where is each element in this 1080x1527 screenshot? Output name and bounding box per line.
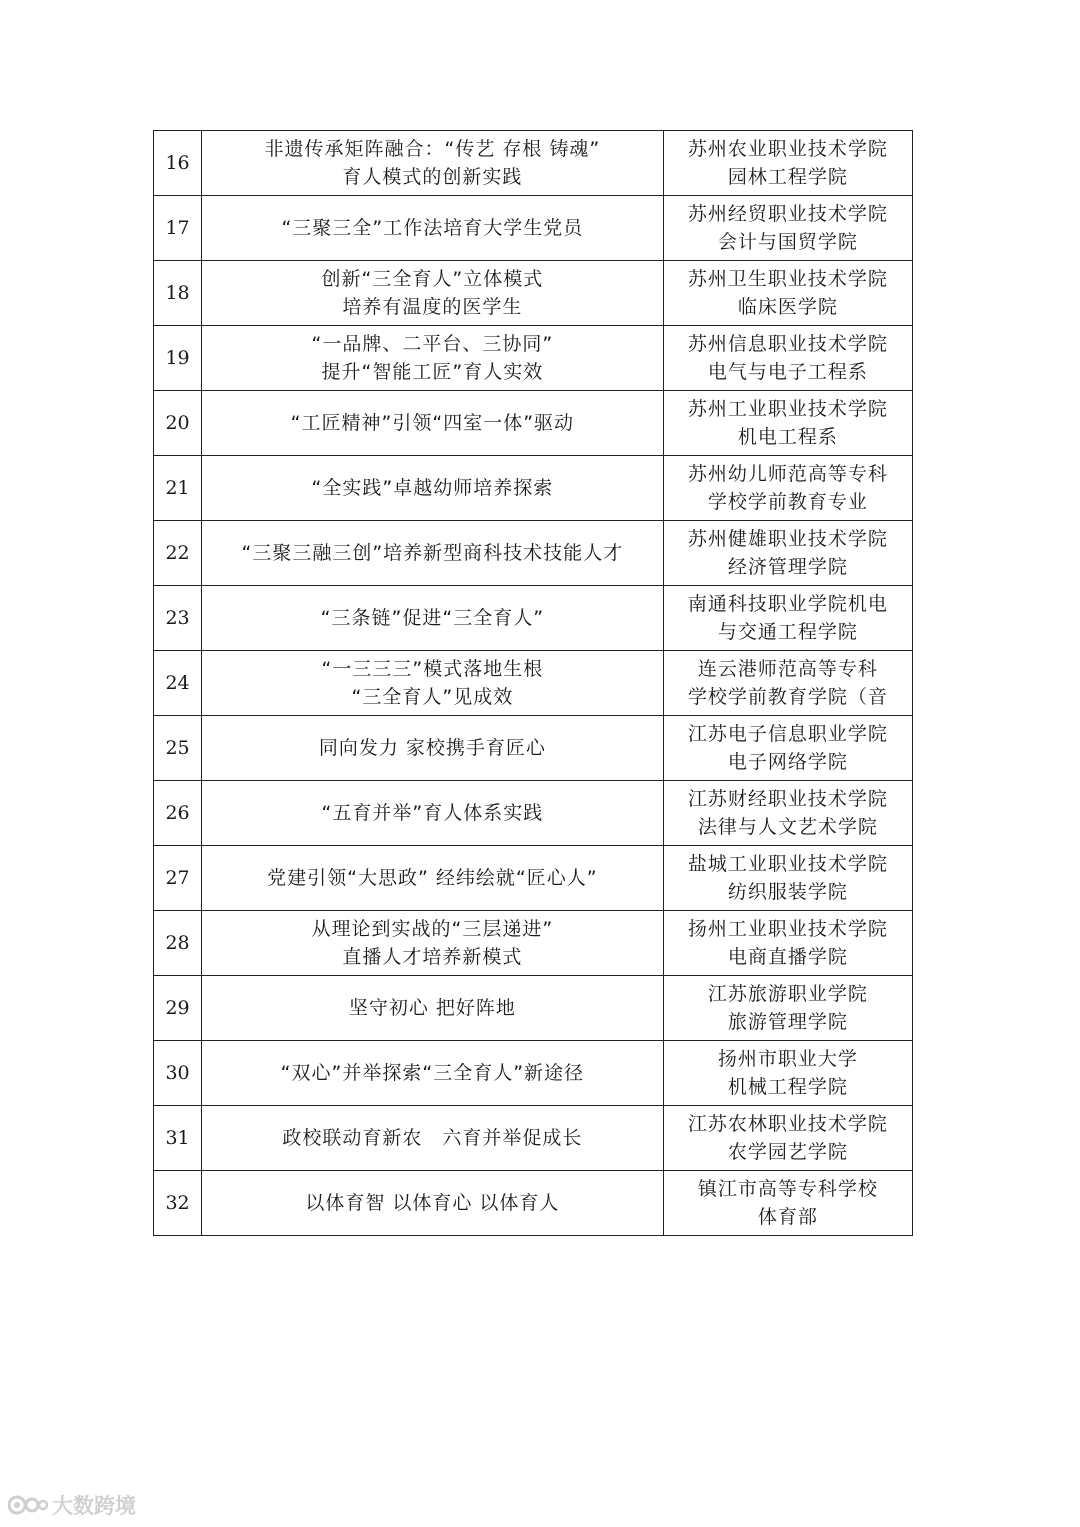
project-title-cell bbox=[202, 976, 664, 1041]
project-title-line: 政校联动育新农 六育并举促成长 bbox=[282, 1127, 583, 1149]
table-row bbox=[154, 131, 913, 196]
row-number: 16 bbox=[154, 131, 202, 196]
institution-line: 体育部 bbox=[757, 1206, 818, 1228]
project-title-line: 党建引领“大思政” 经纬绘就“匠心人” bbox=[267, 867, 598, 889]
institution-cell bbox=[663, 391, 912, 456]
row-number: 24 bbox=[154, 651, 202, 716]
institution-line: 苏州农业职业技术学院 bbox=[687, 138, 888, 160]
project-title-line: 直播人才培养新模式 bbox=[342, 946, 523, 968]
institution-line: 扬州工业职业技术学院 bbox=[687, 918, 888, 940]
project-title-line: 从理论到实战的“三层递进” bbox=[311, 918, 554, 940]
project-title-line: 创新“三全育人”立体模式 bbox=[321, 268, 544, 290]
table-row bbox=[154, 261, 913, 326]
project-title-line: 同向发力 家校携手育匠心 bbox=[318, 737, 546, 759]
row-number: 25 bbox=[154, 716, 202, 781]
institution-cell bbox=[663, 1171, 912, 1236]
institution-line: 机械工程学院 bbox=[727, 1076, 848, 1098]
project-title-cell bbox=[202, 911, 664, 976]
institution-line: 江苏财经职业技术学院 bbox=[687, 788, 888, 810]
institution-line: 苏州健雄职业技术学院 bbox=[687, 528, 888, 550]
institution-line: 机电工程系 bbox=[737, 426, 838, 448]
row-number: 18 bbox=[154, 261, 202, 326]
project-title-line: “一品牌、二平台、三协同” bbox=[311, 333, 554, 355]
institution-line: 南通科技职业学院机电 bbox=[687, 593, 888, 615]
project-title-cell bbox=[202, 586, 664, 651]
project-title-cell bbox=[202, 261, 664, 326]
institution-line: 农学园艺学院 bbox=[727, 1141, 848, 1163]
institution-line: 会计与国贸学院 bbox=[717, 231, 858, 253]
project-title-cell bbox=[202, 456, 664, 521]
row-number: 20 bbox=[154, 391, 202, 456]
project-title-line: 坚守初心 把好阵地 bbox=[348, 997, 516, 1019]
institution-line: 电子网络学院 bbox=[727, 751, 848, 773]
institution-line: 镇江市高等专科学校 bbox=[697, 1178, 878, 1200]
project-title-cell bbox=[202, 196, 664, 261]
project-title-cell bbox=[202, 716, 664, 781]
institution-cell bbox=[663, 521, 912, 586]
award-table bbox=[153, 130, 913, 1236]
project-title-cell bbox=[202, 521, 664, 586]
institution-cell bbox=[663, 1106, 912, 1171]
project-title-line: “三聚三融三创”培养新型商科技术技能人才 bbox=[241, 542, 624, 564]
project-title-line: “三聚三全”工作法培育大学生党员 bbox=[281, 217, 584, 239]
project-title-line: “全实践”卓越幼师培养探索 bbox=[311, 477, 554, 499]
project-title-line: 提升“智能工匠”育人实效 bbox=[321, 361, 544, 383]
row-number: 22 bbox=[154, 521, 202, 586]
project-title-line: 非遗传承矩阵融合：“传艺 存根 铸魂” bbox=[264, 138, 601, 160]
table-row bbox=[154, 911, 913, 976]
row-number: 17 bbox=[154, 196, 202, 261]
institution-cell bbox=[663, 651, 912, 716]
project-title-line: “工匠精神”引领“四室一体”驱动 bbox=[290, 412, 575, 434]
table-row bbox=[154, 846, 913, 911]
project-title-line: 以体育智 以体育心 以体育人 bbox=[305, 1192, 560, 1214]
institution-cell bbox=[663, 196, 912, 261]
row-number: 31 bbox=[154, 1106, 202, 1171]
row-number: 29 bbox=[154, 976, 202, 1041]
institution-cell bbox=[663, 261, 912, 326]
institution-line: 电商直播学院 bbox=[727, 946, 848, 968]
institution-cell bbox=[663, 131, 912, 196]
brand-logo-icon bbox=[8, 1492, 48, 1518]
institution-line: 苏州经贸职业技术学院 bbox=[687, 203, 888, 225]
institution-line: 临床医学院 bbox=[737, 296, 838, 318]
table-row bbox=[154, 196, 913, 261]
project-title-line: “五育并举”育人体系实践 bbox=[321, 802, 544, 824]
institution-cell bbox=[663, 456, 912, 521]
table-row bbox=[154, 976, 913, 1041]
institution-line: 苏州信息职业技术学院 bbox=[687, 333, 888, 355]
row-number: 30 bbox=[154, 1041, 202, 1106]
project-title-line: “三全育人”见成效 bbox=[351, 686, 514, 708]
project-title-cell bbox=[202, 1106, 664, 1171]
table-row bbox=[154, 586, 913, 651]
institution-line: 学校学前教育专业 bbox=[707, 491, 868, 513]
institution-line: 苏州卫生职业技术学院 bbox=[687, 268, 888, 290]
table-row bbox=[154, 1171, 913, 1236]
project-title-cell bbox=[202, 846, 664, 911]
row-number: 32 bbox=[154, 1171, 202, 1236]
institution-line: 经济管理学院 bbox=[727, 556, 848, 578]
institution-line: 电气与电子工程系 bbox=[707, 361, 868, 383]
table-body bbox=[154, 131, 913, 1236]
project-title-cell bbox=[202, 1171, 664, 1236]
institution-line: 苏州幼儿师范高等专科 bbox=[687, 463, 888, 485]
project-title-line: 育人模式的创新实践 bbox=[342, 166, 523, 188]
watermark bbox=[8, 1490, 136, 1520]
table-row bbox=[154, 1041, 913, 1106]
institution-line: 江苏旅游职业学院 bbox=[707, 983, 868, 1005]
institution-line: 江苏电子信息职业学院 bbox=[687, 723, 888, 745]
table-row bbox=[154, 326, 913, 391]
table-row bbox=[154, 521, 913, 586]
institution-line: 学校学前教育学院（音 bbox=[687, 686, 888, 708]
table-row bbox=[154, 781, 913, 846]
institution-line: 法律与人文艺术学院 bbox=[697, 816, 878, 838]
project-title-line: “双心”并举探索“三全育人”新途径 bbox=[280, 1062, 585, 1084]
project-title-cell bbox=[202, 1041, 664, 1106]
institution-cell bbox=[663, 911, 912, 976]
project-title-cell bbox=[202, 131, 664, 196]
institution-line bbox=[664, 711, 912, 713]
table-row bbox=[154, 391, 913, 456]
row-number: 23 bbox=[154, 586, 202, 651]
project-title-line: “一三三三”模式落地生根 bbox=[321, 658, 544, 680]
institution-line: 扬州市职业大学 bbox=[717, 1048, 858, 1070]
institution-cell bbox=[663, 586, 912, 651]
institution-line: 园林工程学院 bbox=[727, 166, 848, 188]
table-row bbox=[154, 651, 913, 716]
institution-cell bbox=[663, 976, 912, 1041]
institution-cell bbox=[663, 781, 912, 846]
institution-line: 纺织服装学院 bbox=[727, 881, 848, 903]
institution-line: 江苏农林职业技术学院 bbox=[687, 1113, 888, 1135]
table-row bbox=[154, 716, 913, 781]
row-number: 19 bbox=[154, 326, 202, 391]
project-title-cell bbox=[202, 781, 664, 846]
institution-line: 盐城工业职业技术学院 bbox=[687, 853, 888, 875]
project-title-line: 培养有温度的医学生 bbox=[342, 296, 523, 318]
row-number: 28 bbox=[154, 911, 202, 976]
institution-line: 苏州工业职业技术学院 bbox=[687, 398, 888, 420]
institution-cell bbox=[663, 846, 912, 911]
table-row bbox=[154, 1106, 913, 1171]
row-number: 27 bbox=[154, 846, 202, 911]
project-title-cell bbox=[202, 326, 664, 391]
row-number: 21 bbox=[154, 456, 202, 521]
institution-cell bbox=[663, 716, 912, 781]
project-title-cell bbox=[202, 391, 664, 456]
institution-line: 与交通工程学院 bbox=[717, 621, 858, 643]
institution-line: 旅游管理学院 bbox=[727, 1011, 848, 1033]
institution-cell bbox=[663, 326, 912, 391]
institution-cell bbox=[663, 1041, 912, 1106]
project-title-line: “三条链”促进“三全育人” bbox=[320, 607, 545, 629]
row-number: 26 bbox=[154, 781, 202, 846]
watermark-text: 大数跨境 bbox=[52, 1494, 136, 1518]
institution-line: 连云港师范高等专科 bbox=[697, 658, 878, 680]
project-title-cell bbox=[202, 651, 664, 716]
table-row bbox=[154, 456, 913, 521]
